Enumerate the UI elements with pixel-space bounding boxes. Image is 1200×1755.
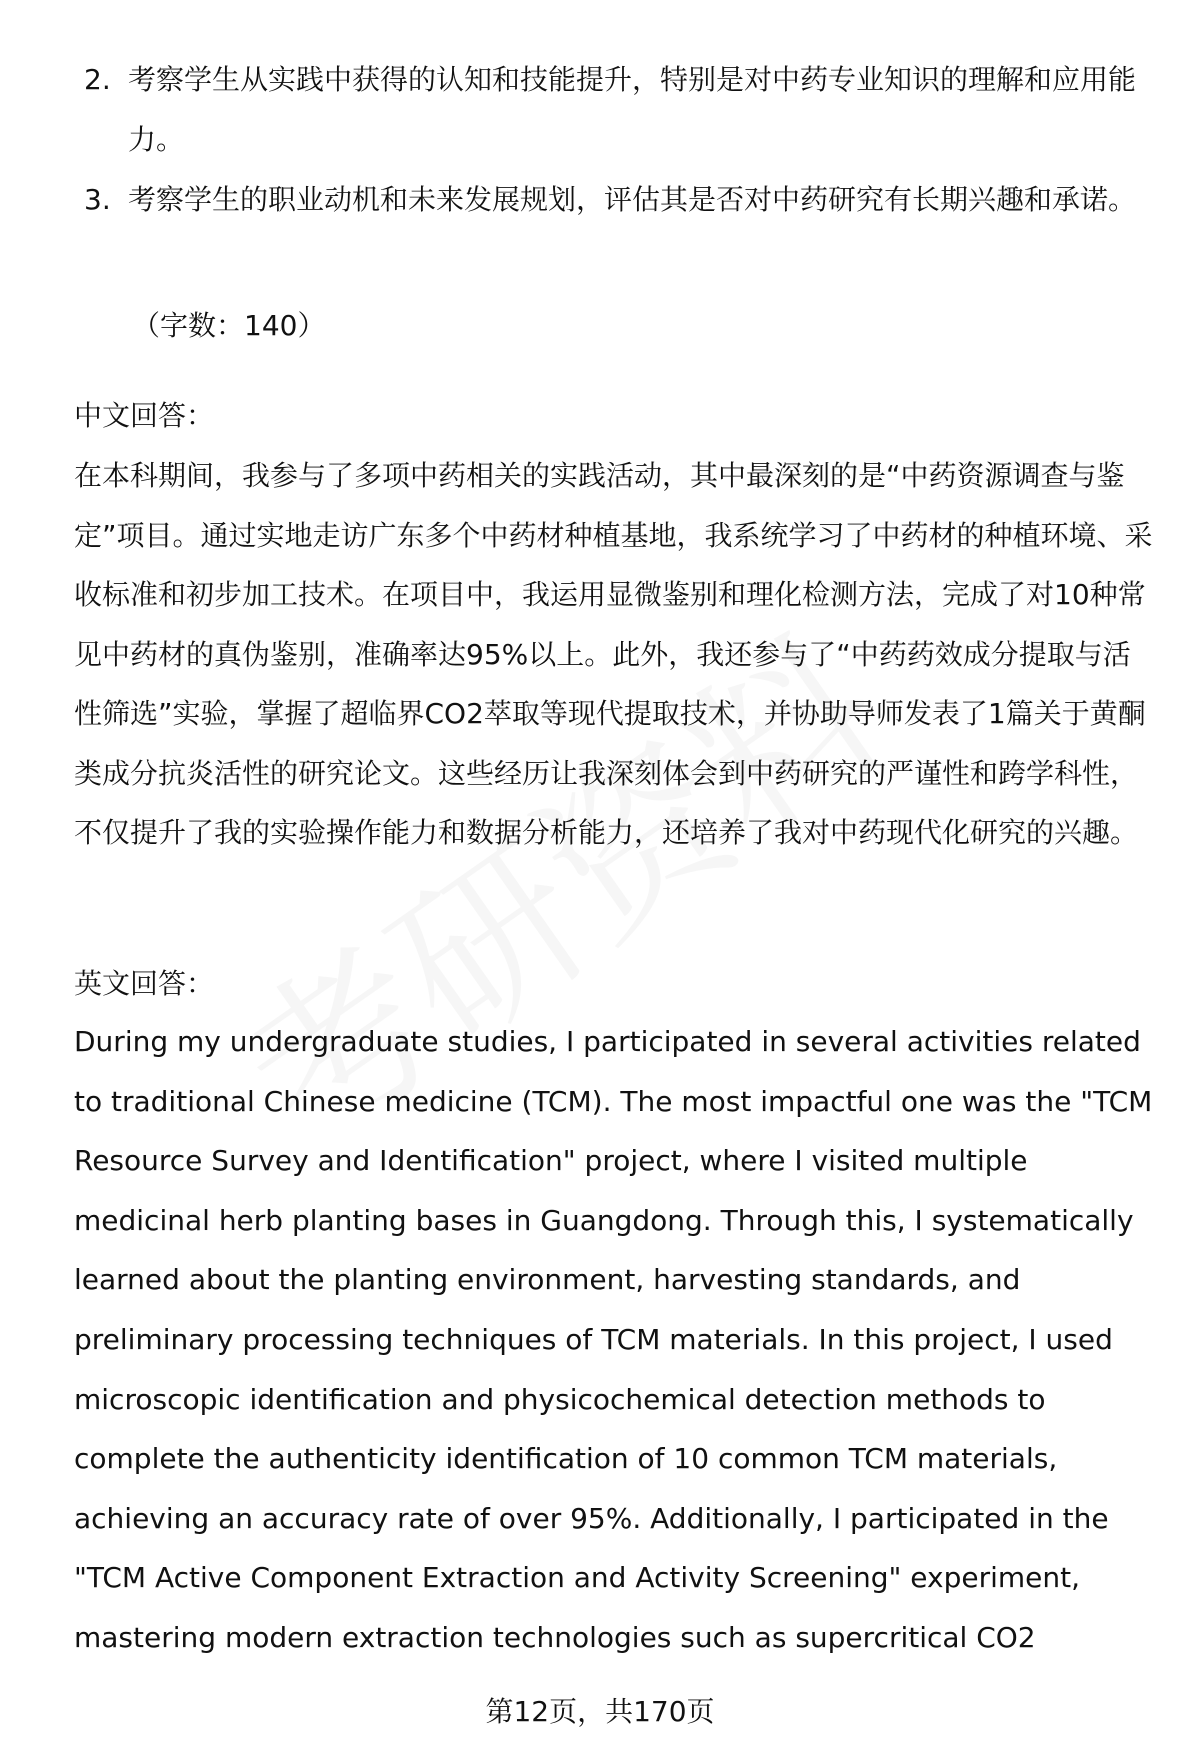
list-item xyxy=(74,50,1154,170)
page-number-footer: 第12页，共170页 xyxy=(485,1695,715,1728)
list-text: 考察学生从实践中获得的认知和技能提升，特别是对中药专业知识的理解和应用能力。 xyxy=(128,63,1137,156)
list-number: 2. xyxy=(84,63,111,96)
list-item xyxy=(74,170,1154,230)
english-answer-heading: 英文回答： xyxy=(74,967,215,1000)
list-number: 3. xyxy=(84,183,111,216)
word-count: （字数：140） xyxy=(132,309,326,342)
english-answer-body: During my undergraduate studies, I participated in several activities related to traditional Chinese medicine (TCM). The most impactful one was the "TCM Resource Survey and Identification" project, where I visited multiple medicinal herb planting bases in Guangdong. Through this, I systematically learned about the planting environment, harvesting standards, and preliminary processing techniques of TCM materials. In this project, I used microscopic identification and physicochemical detection methods to complete the authenticity identification of 10 common TCM materials, achieving an accuracy rate of over 95%. Additionally, I participated in the "TCM Active Component Extraction and Activity Screening" experiment, mastering modern extraction technologies such as supercritical CO2 xyxy=(74,1025,1153,1654)
chinese-answer-heading: 中文回答： xyxy=(74,399,215,432)
chinese-answer-body: 在本科期间，我参与了多项中药相关的实践活动，其中最深刻的是“中药资源调查与鉴定”项目。通过实地走访广东多个中药材种植基地，我系统学习了中药材的种植环境、采收标准和初步加工技术。在项目中，我运用显微鉴别和理化检测方法，完成了对10种常见中药材的真伪鉴别，准确率达95%以上。此外，我还参与了“中药药效成分提取与活性筛选”实验，掌握了超临界CO2萃取等现代提取技术，并协助导师发表了1篇关于黄酮类成分抗炎活性的研究论文。这些经历让我深刻体会到中药研究的严谨性和跨学科性，不仅提升了我的实验操作能力和数据分析能力，还培养了我对中药现代化研究的兴趣。 xyxy=(74,459,1153,849)
list-text: 考察学生的职业动机和未来发展规划，评估其是否对中药研究有长期兴趣和承诺。 xyxy=(128,183,1137,216)
